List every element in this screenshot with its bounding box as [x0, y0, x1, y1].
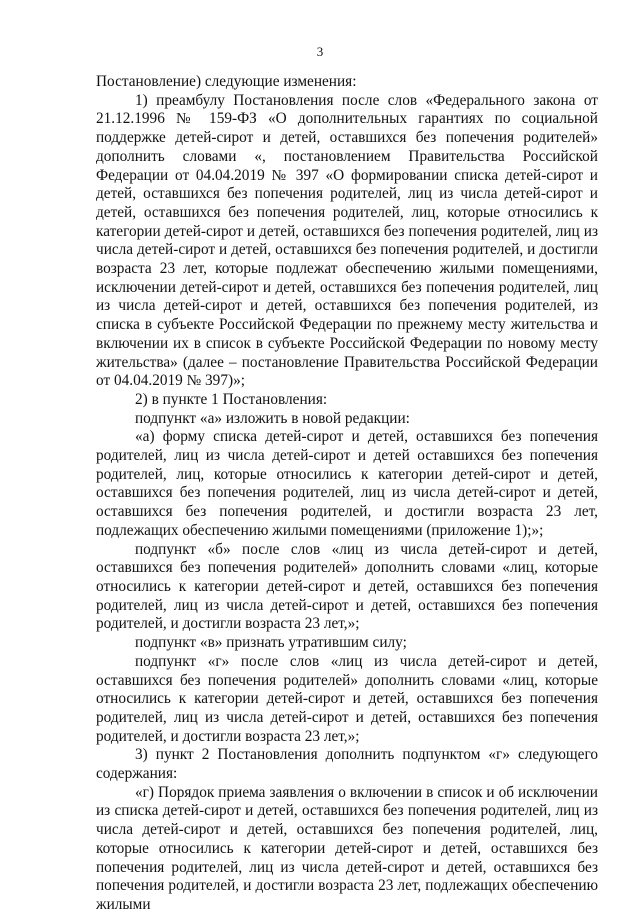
paragraph: «а) форму списка детей-сирот и детей, оставшихся без попечения родителей, лиц из числа детей-сирот и детей оставшихся без попечения родителей, лиц, которые относились к категории детей-сирот и детей, оставшихся без попечения родителей, лиц из числа детей-сирот и детей, оставшихся без попечения родителей, и достигли возраста 23 лет, подлежащих обеспечению жилыми помещениями (приложение 1);»;: [96, 428, 598, 539]
paragraph: «г) Порядок приема заявления о включении в список и об исключении из списка детей-сирот и детей, оставшихся без попечения родителей, лиц из числа детей-сирот и детей, оставшихся без попечения родителей, лиц, которые относились к категории детей-сирот и детей, оставшихся без попечения родителей, лиц из числа детей-сирот и детей, оставшихся без попечения родителей, и достигли возраста 23 лет, подлежащих обеспечению жилыми: [96, 783, 598, 913]
paragraph: Постановление) следующие изменения:: [96, 73, 357, 90]
page-number: 3: [316, 44, 324, 59]
document-body: [96, 73, 598, 915]
paragraph: 1) преамбулу Постановления после слов «Федерального закона от 21.12.1996 № 159-ФЗ «О дополнительных гарантиях по социальной поддержке детей-сирот и детей, оставшихся без попечения родителей» дополнить словами «, постановлением Правительства Российской Федерации от 04.04.2019 № 397 «О формировании списка детей-сирот и детей, оставшихся без попечения родителей, лиц из числа детей-сирот и детей, оставшихся без попечения родителей, лиц, которые относились к категории детей-сирот и детей, оставшихся без попечения родителей, лиц из числа детей-сирот и детей, оставшихся без попечения родителей, и достигли возраста 23 лет, которые подлежат обеспечению жилыми помещениями, исключении детей-сирот и детей, оставшихся без попечения родителей, лиц из числа детей-сирот и детей, оставшихся без попечения родителей, из списка в субъекте Российской Федерации по прежнему месту жительства и включении их в список в субъекте Российской Федерации по новому месту жительства» (далее – постановление Правительства Российской Федерации от 04.04.2019 № 397)»;: [96, 91, 598, 390]
paragraph: подпункт «г» после слов «лиц из числа детей-сирот и детей, оставшихся без попечения родителей» дополнить словами «лиц, которые относились к категории детей-сирот и детей, оставшихся без попечения родителей, лиц из числа детей-сирот и детей, оставшихся без попечения родителей, и достигли возраста 23 лет,»;: [96, 652, 598, 745]
paragraph: 3) пункт 2 Постановления дополнить подпунктом «г» следующего содержания:: [96, 746, 598, 783]
paragraph: подпункт «в» признать утратившим силу;: [135, 634, 407, 652]
paragraph: подпункт «б» после слов «лиц из числа детей-сирот и детей, оставшихся без попечения родителей» дополнить словами «лиц, которые относились к категории детей-сирот и детей, оставшихся без попечения родителей, лиц из числа детей-сирот и детей, оставшихся без попечения родителей, и достигли возраста 23 лет,»;: [96, 540, 598, 633]
paragraph: 2) в пункте 1 Постановления:: [135, 390, 328, 408]
paragraph: подпункт «а» изложить в новой редакции:: [135, 409, 410, 427]
